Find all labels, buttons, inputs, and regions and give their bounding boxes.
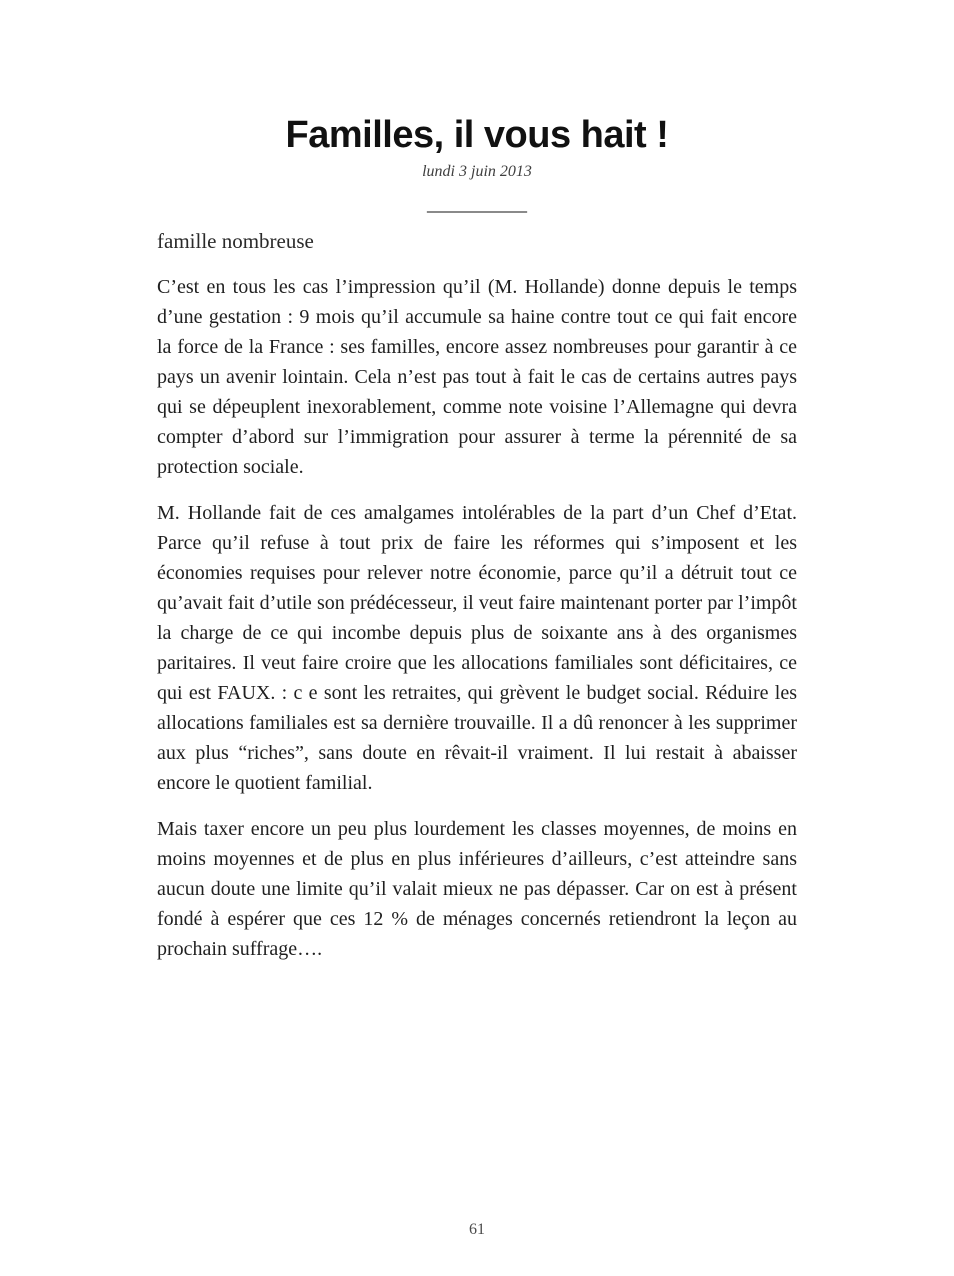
paragraph-2: M. Hollande fait de ces amalgames intolérables de la part d’un Chef d’Etat. Parce qu’il refuse à tout prix de faire les réformes qui s’imposent et les économies requises pour relever notre économie, parce qu’il a détruit tout ce qu’avait fait d’utile son prédécesseur, il veut faire maintenant porter par l’impôt la charge de ce qui incombe depuis plus de soixante ans à des organismes paritaires. Il veut faire croire que les allocations familiales sont déficitaires, ce qui est FAUX. : c e sont les retraites, qui grèvent le budget social. Réduire les allocations familiales est sa dernière trouvaille. Il a dû renoncer à les supprimer aux plus “riches”, sans doute en rêvait-il vraiment. Il lui restait à abaisser encore le quotient familial. <box>157 502 797 794</box>
article-date: lundi 3 juin 2013 <box>422 163 532 180</box>
page-number: 61 <box>469 1221 485 1238</box>
article-body <box>157 226 797 964</box>
paragraph-1: C’est en tous les cas l’impression qu’il (M. Hollande) donne depuis le temps d’une gestation : 9 mois qu’il accumule sa haine contre tout ce qui fait encore la force de la France : ses familles, encore assez nombreuses pour garantir à ce pays un avenir lointain. Cela n’est pas tout à fait le cas de certains autres pays qui se dépeuplent inexorablement, comme note voisine l’Allemagne qui devra compter d’abord sur l’immigration pour assurer à terme la pérennité de sa protection sociale. <box>157 276 797 478</box>
document-header <box>0 0 954 214</box>
article-lead: famille nombreuse <box>157 229 314 253</box>
paragraph-3: Mais taxer encore un peu plus lourdement les classes moyennes, de moins en moins moyennes et de plus en plus inférieures d’ailleurs, c’est atteindre sans aucun doute une limite qu’il valait mieux ne pas dépasser. Car on est à présent fondé à espérer que ces 12 % de ménages concernés retiendront la leçon au prochain suffrage…. <box>157 818 797 960</box>
article-title: Familles, il vous hait ! <box>285 114 669 156</box>
separator-rule: __________ <box>427 193 527 215</box>
